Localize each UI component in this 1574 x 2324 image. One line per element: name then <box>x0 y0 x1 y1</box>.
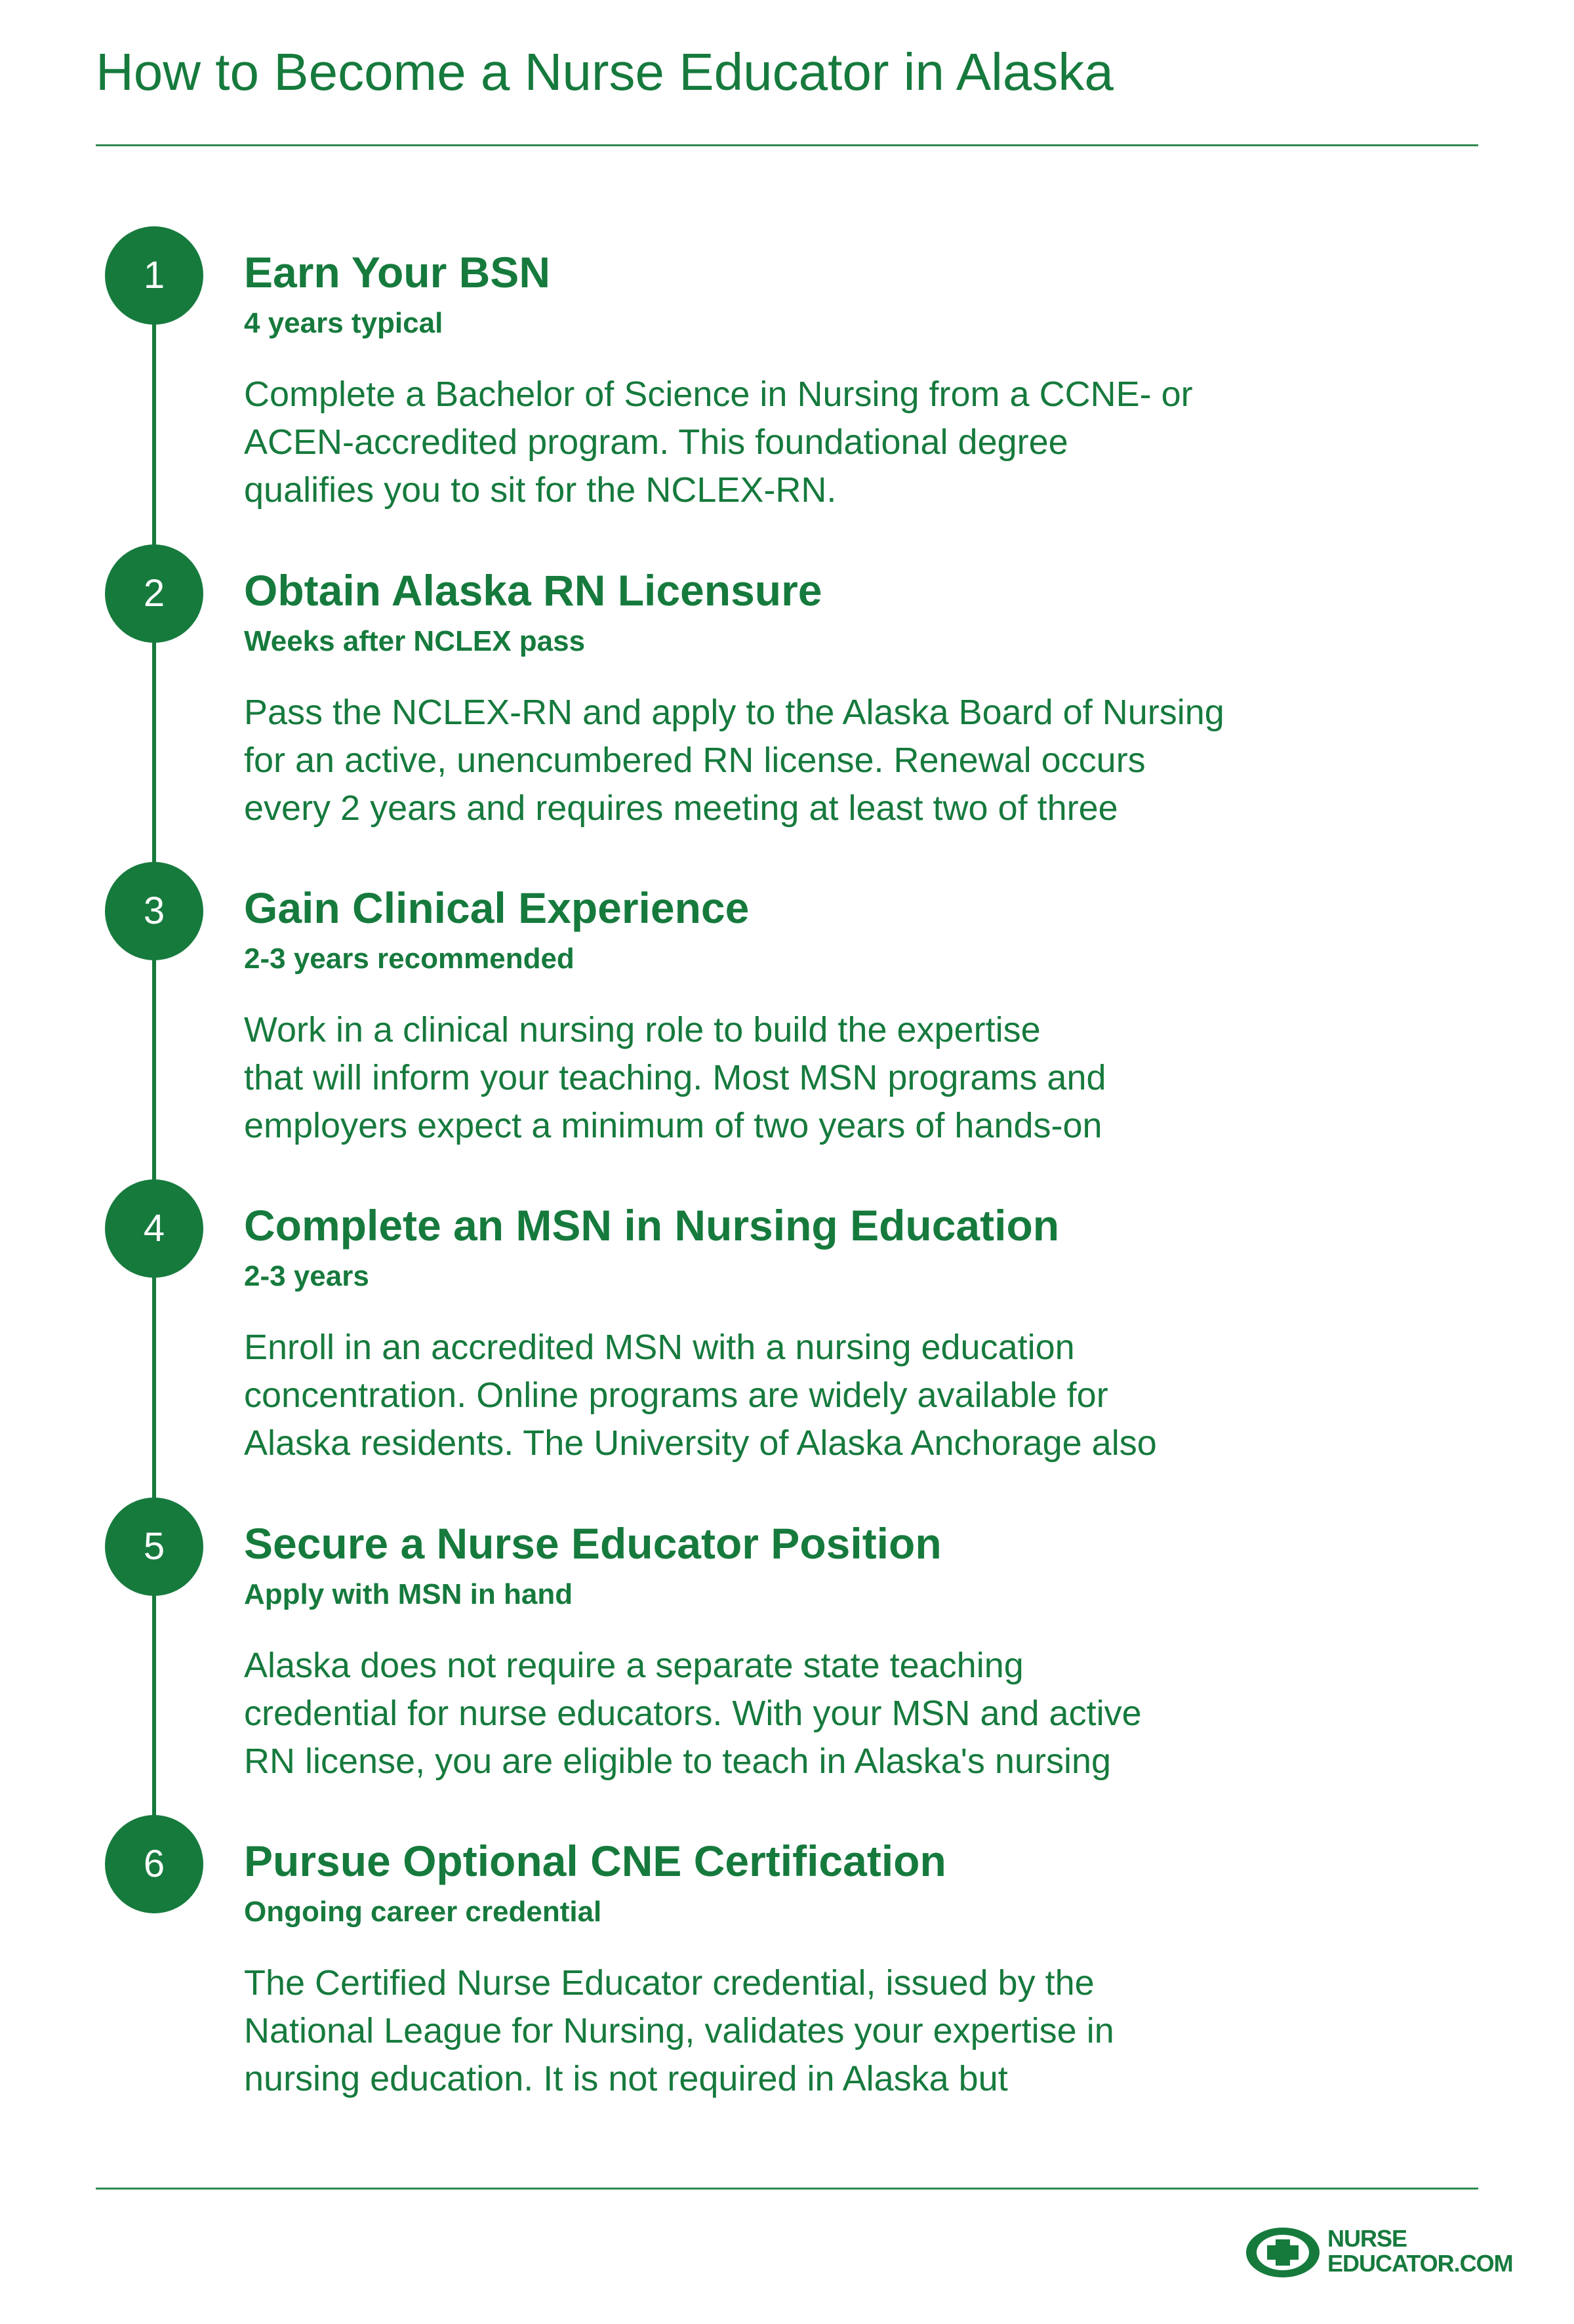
step-title: Pursue Optional CNE Certification <box>244 1837 946 1885</box>
step-title: Earn Your BSN <box>244 248 550 296</box>
step-duration: 2-3 years <box>244 1260 369 1292</box>
description-line: ACEN-accredited program. This foundational degree <box>244 422 1068 462</box>
step-number-badge: 2 <box>105 544 203 643</box>
logo-line-2: EDUCATOR.COM <box>1327 2250 1513 2277</box>
step-number-badge: 5 <box>105 1498 203 1596</box>
description-line: qualifies you to sit for the NCLEX-RN. <box>244 470 837 510</box>
step-number-badge: 6 <box>105 1815 203 1913</box>
description-line: employers expect a minimum of two years of hands-on <box>244 1106 1102 1145</box>
description-line: RN license, you are eligible to teach in Alaska's nursing <box>244 1742 1112 1781</box>
logo-wordmark <box>1327 2226 1513 2276</box>
description-line: The Certified Nurse Educator credential, issued by the <box>244 1963 1095 2003</box>
description-line: National League for Nursing, validates your expertise in <box>244 2011 1114 2050</box>
step-title: Secure a Nurse Educator Position <box>244 1519 942 1568</box>
step-description <box>244 1324 1346 1467</box>
description-line: nursing education. It is not required in Alaska but <box>244 2059 1008 2098</box>
footer-divider <box>96 2188 1478 2190</box>
step-title: Obtain Alaska RN Licensure <box>244 566 822 615</box>
description-line: credential for nurse educators. With your MSN and active <box>244 1694 1142 1733</box>
description-line: that will inform your teaching. Most MSN programs and <box>244 1058 1106 1097</box>
page-title: How to Become a Nurse Educator in Alaska <box>96 43 1114 101</box>
step-1 <box>0 226 1574 541</box>
description-line: Enroll in an accredited MSN with a nursing education <box>244 1328 1075 1367</box>
nurse-educator-logo <box>1245 2222 1513 2288</box>
step-description <box>244 371 1346 514</box>
step-description <box>244 689 1346 832</box>
medical-cross-icon <box>1245 2226 1321 2279</box>
description-line: Pass the NCLEX-RN and apply to the Alaska Board of Nursing <box>244 693 1224 732</box>
description-line: concentration. Online programs are widely available for <box>244 1376 1108 1415</box>
step-number-badge: 3 <box>105 862 203 960</box>
description-line: Work in a clinical nursing role to build the expertise <box>244 1010 1041 1050</box>
step-description <box>244 1642 1346 1785</box>
description-line: Alaska does not require a separate state teaching <box>244 1646 1024 1685</box>
step-duration: Apply with MSN in hand <box>244 1578 573 1610</box>
description-line: for an active, unencumbered RN license. Renewal occurs <box>244 741 1146 780</box>
logo-line-1: NURSE <box>1327 2225 1407 2252</box>
step-title: Complete an MSN in Nursing Education <box>244 1201 1060 1250</box>
step-2 <box>0 544 1574 859</box>
step-description <box>244 1959 1346 2103</box>
step-duration: 4 years typical <box>244 307 443 339</box>
step-6 <box>0 1815 1574 2130</box>
step-description <box>244 1006 1346 1150</box>
description-line: every 2 years and requires meeting at least two of three <box>244 788 1118 828</box>
step-number-badge: 4 <box>105 1179 203 1278</box>
step-title: Gain Clinical Experience <box>244 884 750 932</box>
step-duration: 2-3 years recommended <box>244 943 575 975</box>
description-line: Complete a Bachelor of Science in Nursing from a CCNE- or <box>244 375 1193 414</box>
step-5 <box>0 1498 1574 1812</box>
header-divider <box>96 144 1478 146</box>
description-line: Alaska residents. The University of Alaska Anchorage also <box>244 1423 1157 1463</box>
step-duration: Ongoing career credential <box>244 1896 602 1928</box>
step-number-badge: 1 <box>105 226 203 325</box>
step-4 <box>0 1179 1574 1494</box>
step-duration: Weeks after NCLEX pass <box>244 625 586 657</box>
step-3 <box>0 862 1574 1177</box>
